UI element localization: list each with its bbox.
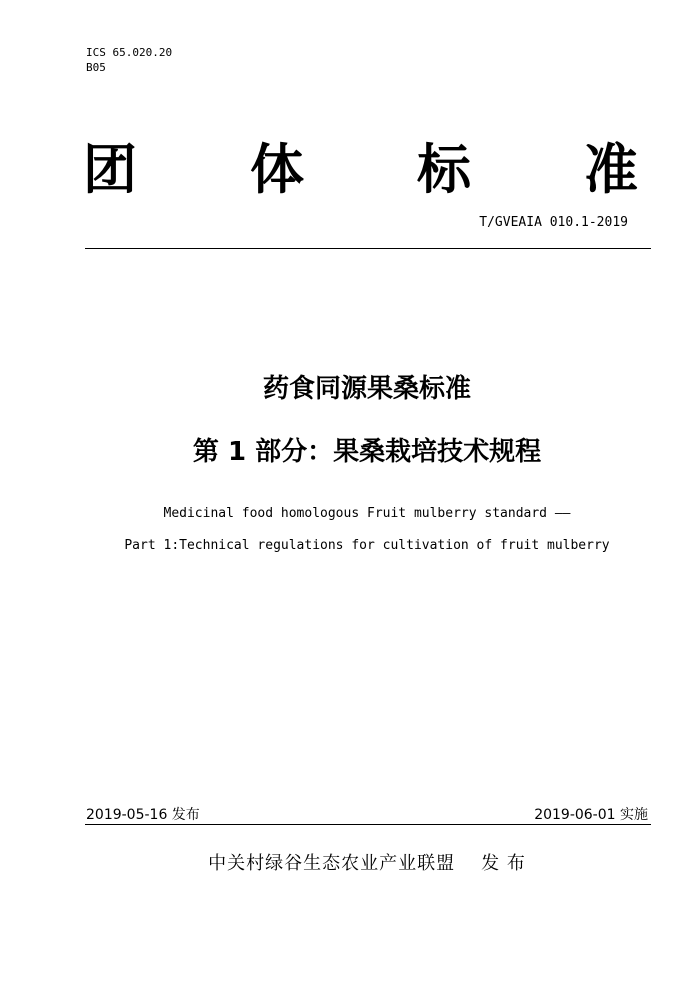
document-title-en: Medicinal food homologous Fruit mulberry standard —— — [163, 506, 571, 521]
banner-char-1: 团 — [83, 138, 137, 201]
issue-date: 2019-05-16 发布 — [86, 807, 200, 823]
banner-char-2: 体 — [250, 138, 304, 201]
banner-char-4: 准 — [584, 138, 638, 201]
document-title-cn: 药食同源果桑标准 — [262, 374, 471, 404]
issuer-line — [0, 853, 700, 875]
standard-number: T/GVEAIA 010.1-2019 — [479, 215, 628, 230]
implementation-date: 2019-06-01 实施 — [534, 807, 648, 823]
top-divider — [85, 248, 651, 249]
document-subtitle-en: Part 1:Technical regulations for cultivation of fruit mulberry — [124, 538, 610, 553]
issuer-action: 发 布 — [481, 853, 526, 874]
bottom-divider — [85, 824, 651, 825]
ics-code: ICS 65.020.20 — [86, 46, 173, 59]
issuer-name: 中关村绿谷生态农业产业联盟 — [208, 853, 456, 874]
document-subtitle-cn: 第 1 部分：果桑栽培技术规程 — [192, 437, 542, 467]
banner-char-3: 标 — [417, 138, 471, 201]
classification-code: B05 — [86, 61, 106, 74]
